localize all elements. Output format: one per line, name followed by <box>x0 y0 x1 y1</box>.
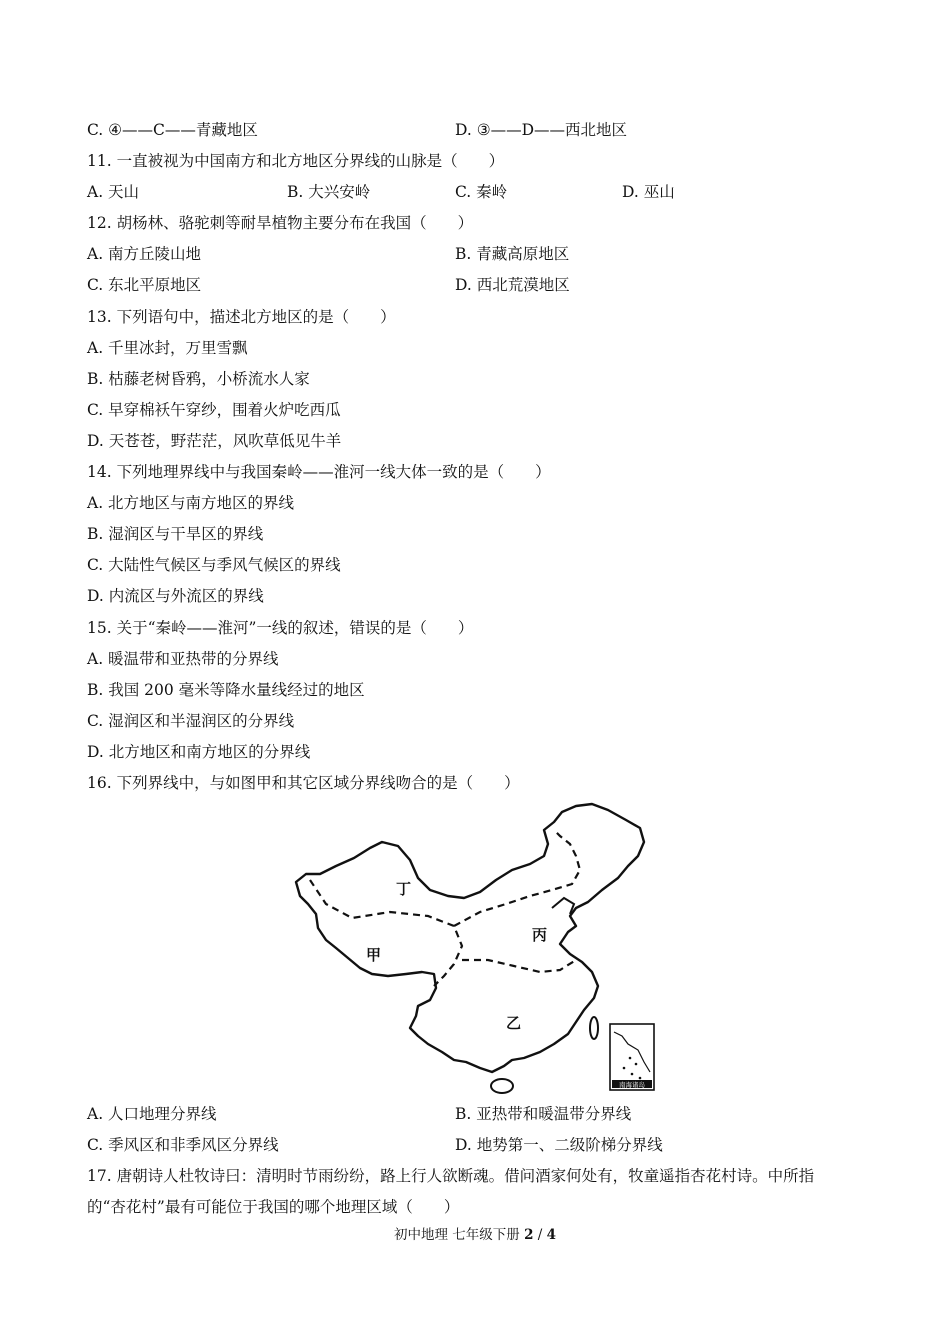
q16-option-b: B. 亚热带和暖温带分界线 <box>455 1105 632 1123</box>
q10-option-c: C. ④——C——青藏地区 <box>87 121 258 139</box>
q11-option-b: B. 大兴安岭 <box>287 183 371 201</box>
q14-option-c: C. 大陆性气候区与季风气候区的界线 <box>87 556 341 574</box>
q17-stem-line2: 的“杏花村”最有可能位于我国的哪个地理区域（ ） <box>87 1198 460 1216</box>
q15-option-c: C. 湿润区和半湿润区的分界线 <box>87 712 295 730</box>
q11-option-d: D. 巫山 <box>622 183 675 201</box>
boundary-jia <box>310 880 462 986</box>
label-bing: 丙 <box>532 926 548 944</box>
q13-option-b: B. 枯藤老树昏鸦，小桥流水人家 <box>87 370 310 388</box>
q13-option-d: D. 天苍苍，野茫茫，风吹草低见牛羊 <box>87 432 342 450</box>
q16-stem: 16. 下列界线中，与如图甲和其它区域分界线吻合的是（ ） <box>87 774 520 792</box>
footer-page-number: 2 <box>524 1227 534 1243</box>
q16-option-d: D. 地势第一、二级阶梯分界线 <box>455 1136 663 1154</box>
label-jia: 甲 <box>366 946 382 964</box>
bohai-coast <box>552 898 574 914</box>
q10-option-d: D. ③——D——西北地区 <box>455 121 628 139</box>
q12-option-c: C. 东北平原地区 <box>87 276 202 294</box>
q11-option-a: A. 天山 <box>87 183 140 201</box>
q14-option-a: A. 北方地区与南方地区的界线 <box>87 494 295 512</box>
q14-option-b: B. 湿润区与干旱区的界线 <box>87 525 264 543</box>
boundary-northwest <box>454 830 580 926</box>
inset-label: 南海诸岛 <box>619 1081 645 1089</box>
q14-option-d: D. 内流区与外流区的界线 <box>87 587 264 605</box>
q16-option-c: C. 季风区和非季风区分界线 <box>87 1136 279 1154</box>
footer-separator: / <box>533 1227 547 1243</box>
q13-stem: 13. 下列语句中，描述北方地区的是（ ） <box>87 308 396 326</box>
q15-option-b: B. 我国 200 毫米等降水量线经过的地区 <box>87 681 365 699</box>
q12-option-a: A. 南方丘陵山地 <box>87 245 202 263</box>
q15-option-a: A. 暖温带和亚热带的分界线 <box>87 650 279 668</box>
footer-subject: 初中地理 七年级下册 <box>393 1227 525 1243</box>
q14-stem: 14. 下列地理界线中与我国秦岭——淮河一线大体一致的是（ ） <box>87 463 551 481</box>
label-ding: 丁 <box>396 880 412 898</box>
taiwan-island <box>590 1017 598 1039</box>
q12-stem: 12. 胡杨林、骆驼刺等耐旱植物主要分布在我国（ ） <box>87 214 474 232</box>
china-region-map <box>292 800 664 1096</box>
hainan-island <box>491 1079 513 1093</box>
china-outline <box>296 804 644 1072</box>
label-yi: 乙 <box>506 1014 522 1032</box>
q13-option-a: A. 千里冰封，万里雪飘 <box>87 339 248 357</box>
q12-option-d: D. 西北荒漠地区 <box>455 276 570 294</box>
q15-option-d: D. 北方地区和南方地区的分界线 <box>87 743 311 761</box>
page-footer <box>0 1226 950 1244</box>
footer-total-pages: 4 <box>546 1227 557 1243</box>
boundary-qinling-huaihe <box>462 960 576 972</box>
q15-stem: 15. 关于“秦岭——淮河”一线的叙述，错误的是（ ） <box>87 619 474 637</box>
q16-option-a: A. 人口地理分界线 <box>87 1105 217 1123</box>
q12-option-b: B. 青藏高原地区 <box>455 245 570 263</box>
q11-option-c: C. 秦岭 <box>455 183 508 201</box>
q11-stem: 11. 一直被视为中国南方和北方地区分界线的山脉是（ ） <box>87 152 505 170</box>
q13-option-c: C. 早穿棉袄午穿纱，围着火炉吃西瓜 <box>87 401 341 419</box>
q17-stem-line1: 17. 唐朝诗人杜牧诗曰：清明时节雨纷纷，路上行人欲断魂。借问酒家何处有，牧童遥指杏花村诗。中所指 <box>87 1167 815 1185</box>
